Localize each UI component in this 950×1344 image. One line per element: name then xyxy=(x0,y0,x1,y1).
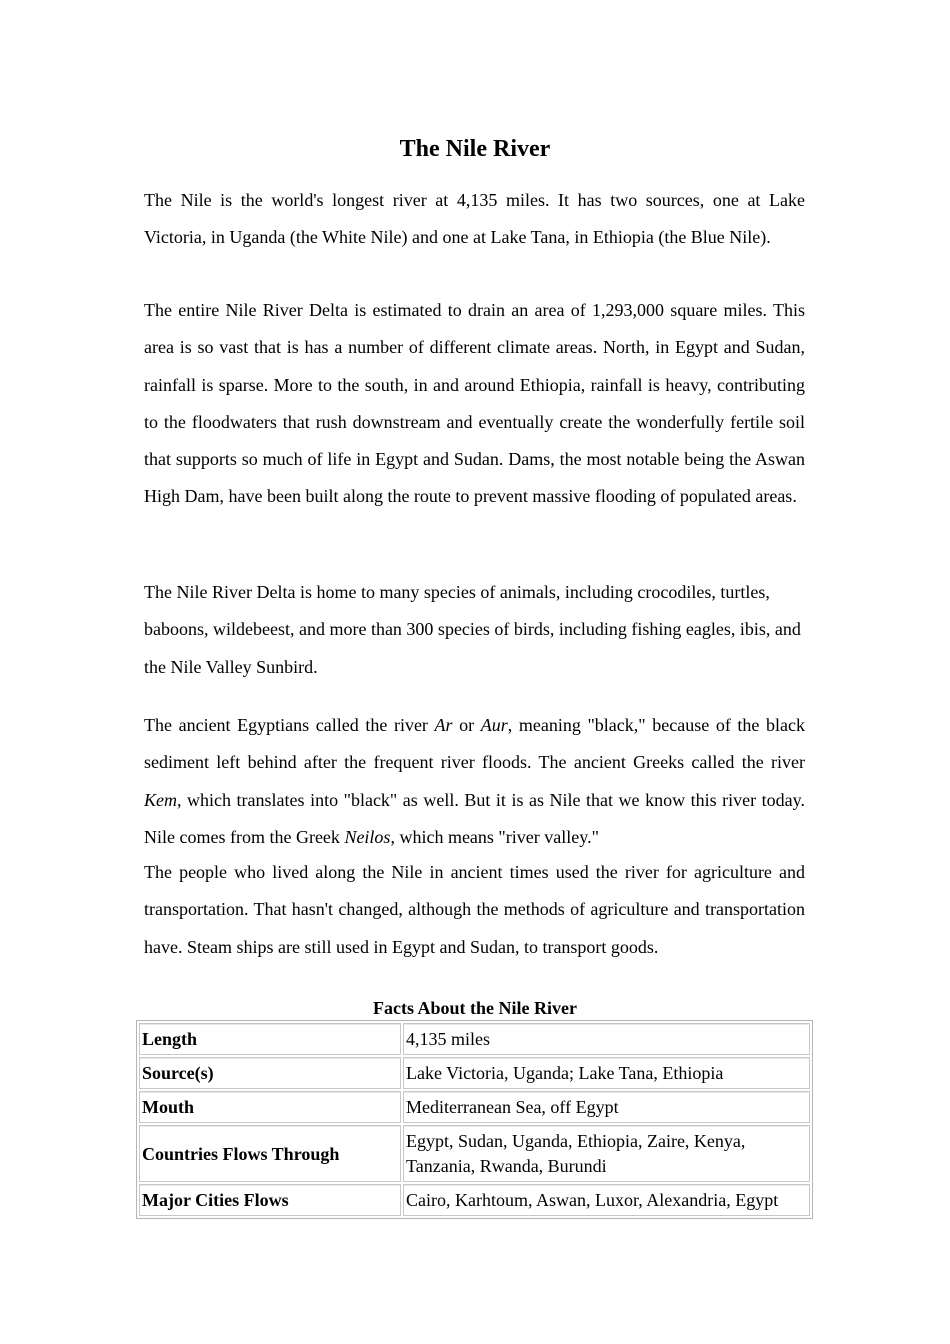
paragraph-wildlife xyxy=(144,574,805,686)
row-value: 4,135 miles xyxy=(403,1023,810,1055)
facts-table xyxy=(136,1020,813,1219)
row-value: Mediterranean Sea, off Egypt xyxy=(403,1091,810,1123)
table-row xyxy=(139,1091,810,1123)
row-key: Mouth xyxy=(139,1091,401,1123)
paragraph-text: The entire Nile River Delta is estimated to drain an area of 1,293,000 square miles. This area is so vast that is has a number of different climate areas. North, in Egypt and Sudan, rainfall is sparse. More to the south, in and around Ethiopia, rainfall is heavy, contributing to the floodwaters that rush downstream and eventually create the wonderfully fertile soil that supports so much of life in Egypt and Sudan. Dams, the most notable being the Aswan High Dam, have been built along the route to prevent massive flooding of populated areas. xyxy=(144,300,805,507)
table-row xyxy=(139,1184,810,1216)
paragraph-text: The Nile is the world's longest river at 4,135 miles. It has two sources, one at Lake Victoria, in Uganda (the White Nile) and one at Lake Tana, in Ethiopia (the Blue Nile). xyxy=(144,190,805,248)
paragraph-text: The Nile River Delta is home to many species of animals, including crocodiles, turtles, baboons, wildebeest, and more than 300 species of birds, including fishing eagles, ibis, and the Nile Valley Sunbird. xyxy=(144,582,801,677)
text-run: , meaning "black," because of the black sediment left behind after the frequent river floods. The ancient Greeks called the river xyxy=(144,715,805,773)
table-row xyxy=(139,1057,810,1089)
text-run: , which means "river valley." xyxy=(390,826,599,847)
row-value: Cairo, Karhtoum, Aswan, Luxor, Alexandria, Egypt xyxy=(403,1184,810,1216)
paragraph-uses xyxy=(144,854,805,966)
row-key: Major Cities Flows xyxy=(139,1184,401,1216)
table-caption: Facts About the Nile River xyxy=(373,998,577,1018)
row-value: Egypt, Sudan, Uganda, Ethiopia, Zaire, Kenya, Tanzania, Rwanda, Burundi xyxy=(403,1125,810,1182)
italic-term: Ar xyxy=(434,715,453,735)
row-key: Source(s) xyxy=(139,1057,401,1089)
italic-term: Neilos xyxy=(344,826,391,847)
page-title: The Nile River xyxy=(399,136,551,162)
table-row xyxy=(139,1023,810,1055)
paragraph-name-origin xyxy=(144,707,805,856)
text-run: The ancient Egyptians called the river xyxy=(144,715,435,735)
row-value: Lake Victoria, Uganda; Lake Tana, Ethiopia xyxy=(403,1057,810,1089)
row-key: Length xyxy=(139,1023,401,1055)
italic-term: Aur xyxy=(480,715,508,735)
text-run: or xyxy=(452,715,481,735)
text-run: , which translates into "black" as well. But it is as Nile that we know this river today. Nile comes from the Greek xyxy=(144,789,805,847)
paragraph-sources xyxy=(144,182,805,257)
row-key: Countries Flows Through xyxy=(139,1125,401,1182)
italic-term: Kem xyxy=(144,789,177,810)
paragraph-delta xyxy=(144,292,805,516)
table-row xyxy=(139,1125,810,1182)
paragraph-text: The people who lived along the Nile in ancient times used the river for agriculture and transportation. That hasn't changed, although the methods of agriculture and transportation have. Steam ships are still used in Egypt and Sudan, to transport goods. xyxy=(144,862,805,957)
paragraph-text xyxy=(144,707,805,856)
